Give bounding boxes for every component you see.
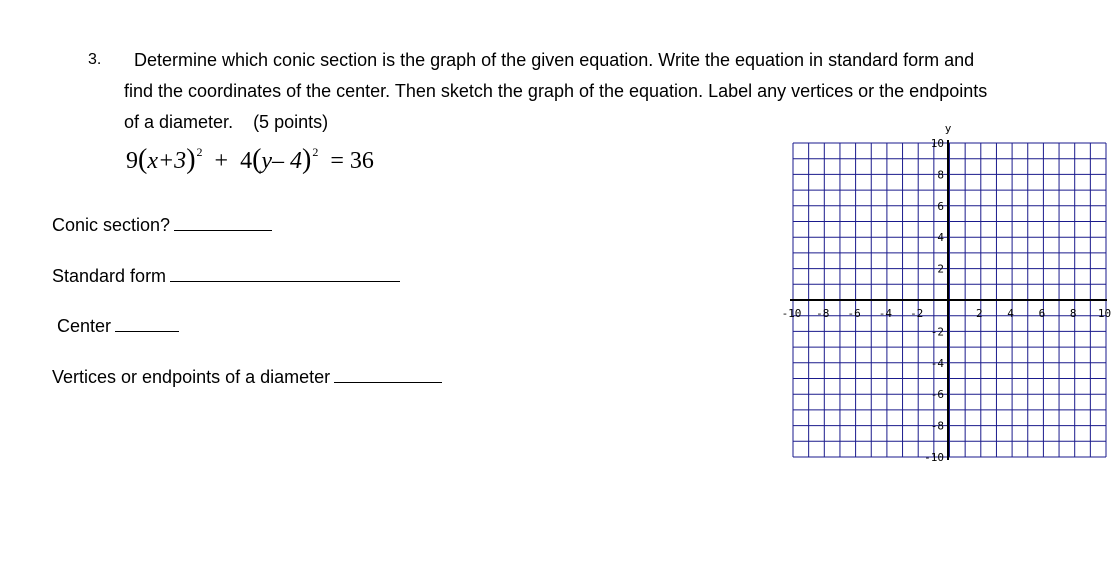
equation-exponent-1: 2	[196, 145, 203, 159]
x-tick-label: 10	[1097, 307, 1112, 320]
y-tick-label: 6	[937, 199, 944, 213]
instruction-line-1: Determine which conic section is the graph of the given equation. Write the equation in standard form and	[134, 50, 975, 70]
y-tick-label: 10	[930, 137, 944, 150]
x-tick-label: 6	[1038, 307, 1046, 320]
conic-label: Conic section?	[52, 215, 171, 235]
x-tick-label: -2	[910, 307, 924, 320]
instruction-line-2: find the coordinates of the center. Then sketch the graph of the equation. Label any vertices or the endpoints	[124, 81, 988, 101]
x-tick-label: 4	[1007, 307, 1014, 320]
equation-x-term: x+3	[147, 148, 187, 174]
x-tick-label: -10	[781, 307, 802, 320]
equation: $9(x+3)^2 + 4(y-$ 4)$^2$ = 36	[126, 144, 374, 175]
instruction-line-3: of a diameter. (5 points)	[124, 112, 329, 132]
equation-y-term: y– 4	[261, 148, 303, 174]
y-tick-label: -8	[930, 419, 944, 433]
x-tick-labels	[782, 307, 1112, 320]
x-tick-label: -4	[878, 307, 893, 320]
vertices-label: Vertices or endpoints of a diameter	[52, 367, 331, 387]
equation-coef-a: 9	[126, 148, 138, 174]
y-tick-label: -4	[930, 356, 944, 370]
y-tick-label: -6	[930, 388, 944, 402]
x-tick-label: 8	[1069, 307, 1077, 320]
y-axis-label: y	[944, 122, 952, 135]
x-tick-label: -6	[847, 307, 861, 320]
center-label: Center	[57, 316, 112, 336]
y-tick-label: -2	[930, 325, 944, 339]
x-tick-label: 2	[975, 307, 983, 320]
x-tick-label: -8	[816, 307, 830, 320]
y-tick-label: -10	[924, 451, 944, 464]
y-tick-label: 8	[937, 168, 944, 182]
equation-coef-b: 4	[240, 148, 253, 174]
standard-form-label: Standard form	[52, 266, 167, 286]
equation-exponent-2: 2	[312, 145, 319, 159]
y-tick-label: 2	[937, 262, 944, 276]
y-tick-label: 4	[937, 231, 944, 245]
equation-rhs: 36	[349, 148, 374, 174]
problem-number: 3.	[88, 51, 102, 68]
